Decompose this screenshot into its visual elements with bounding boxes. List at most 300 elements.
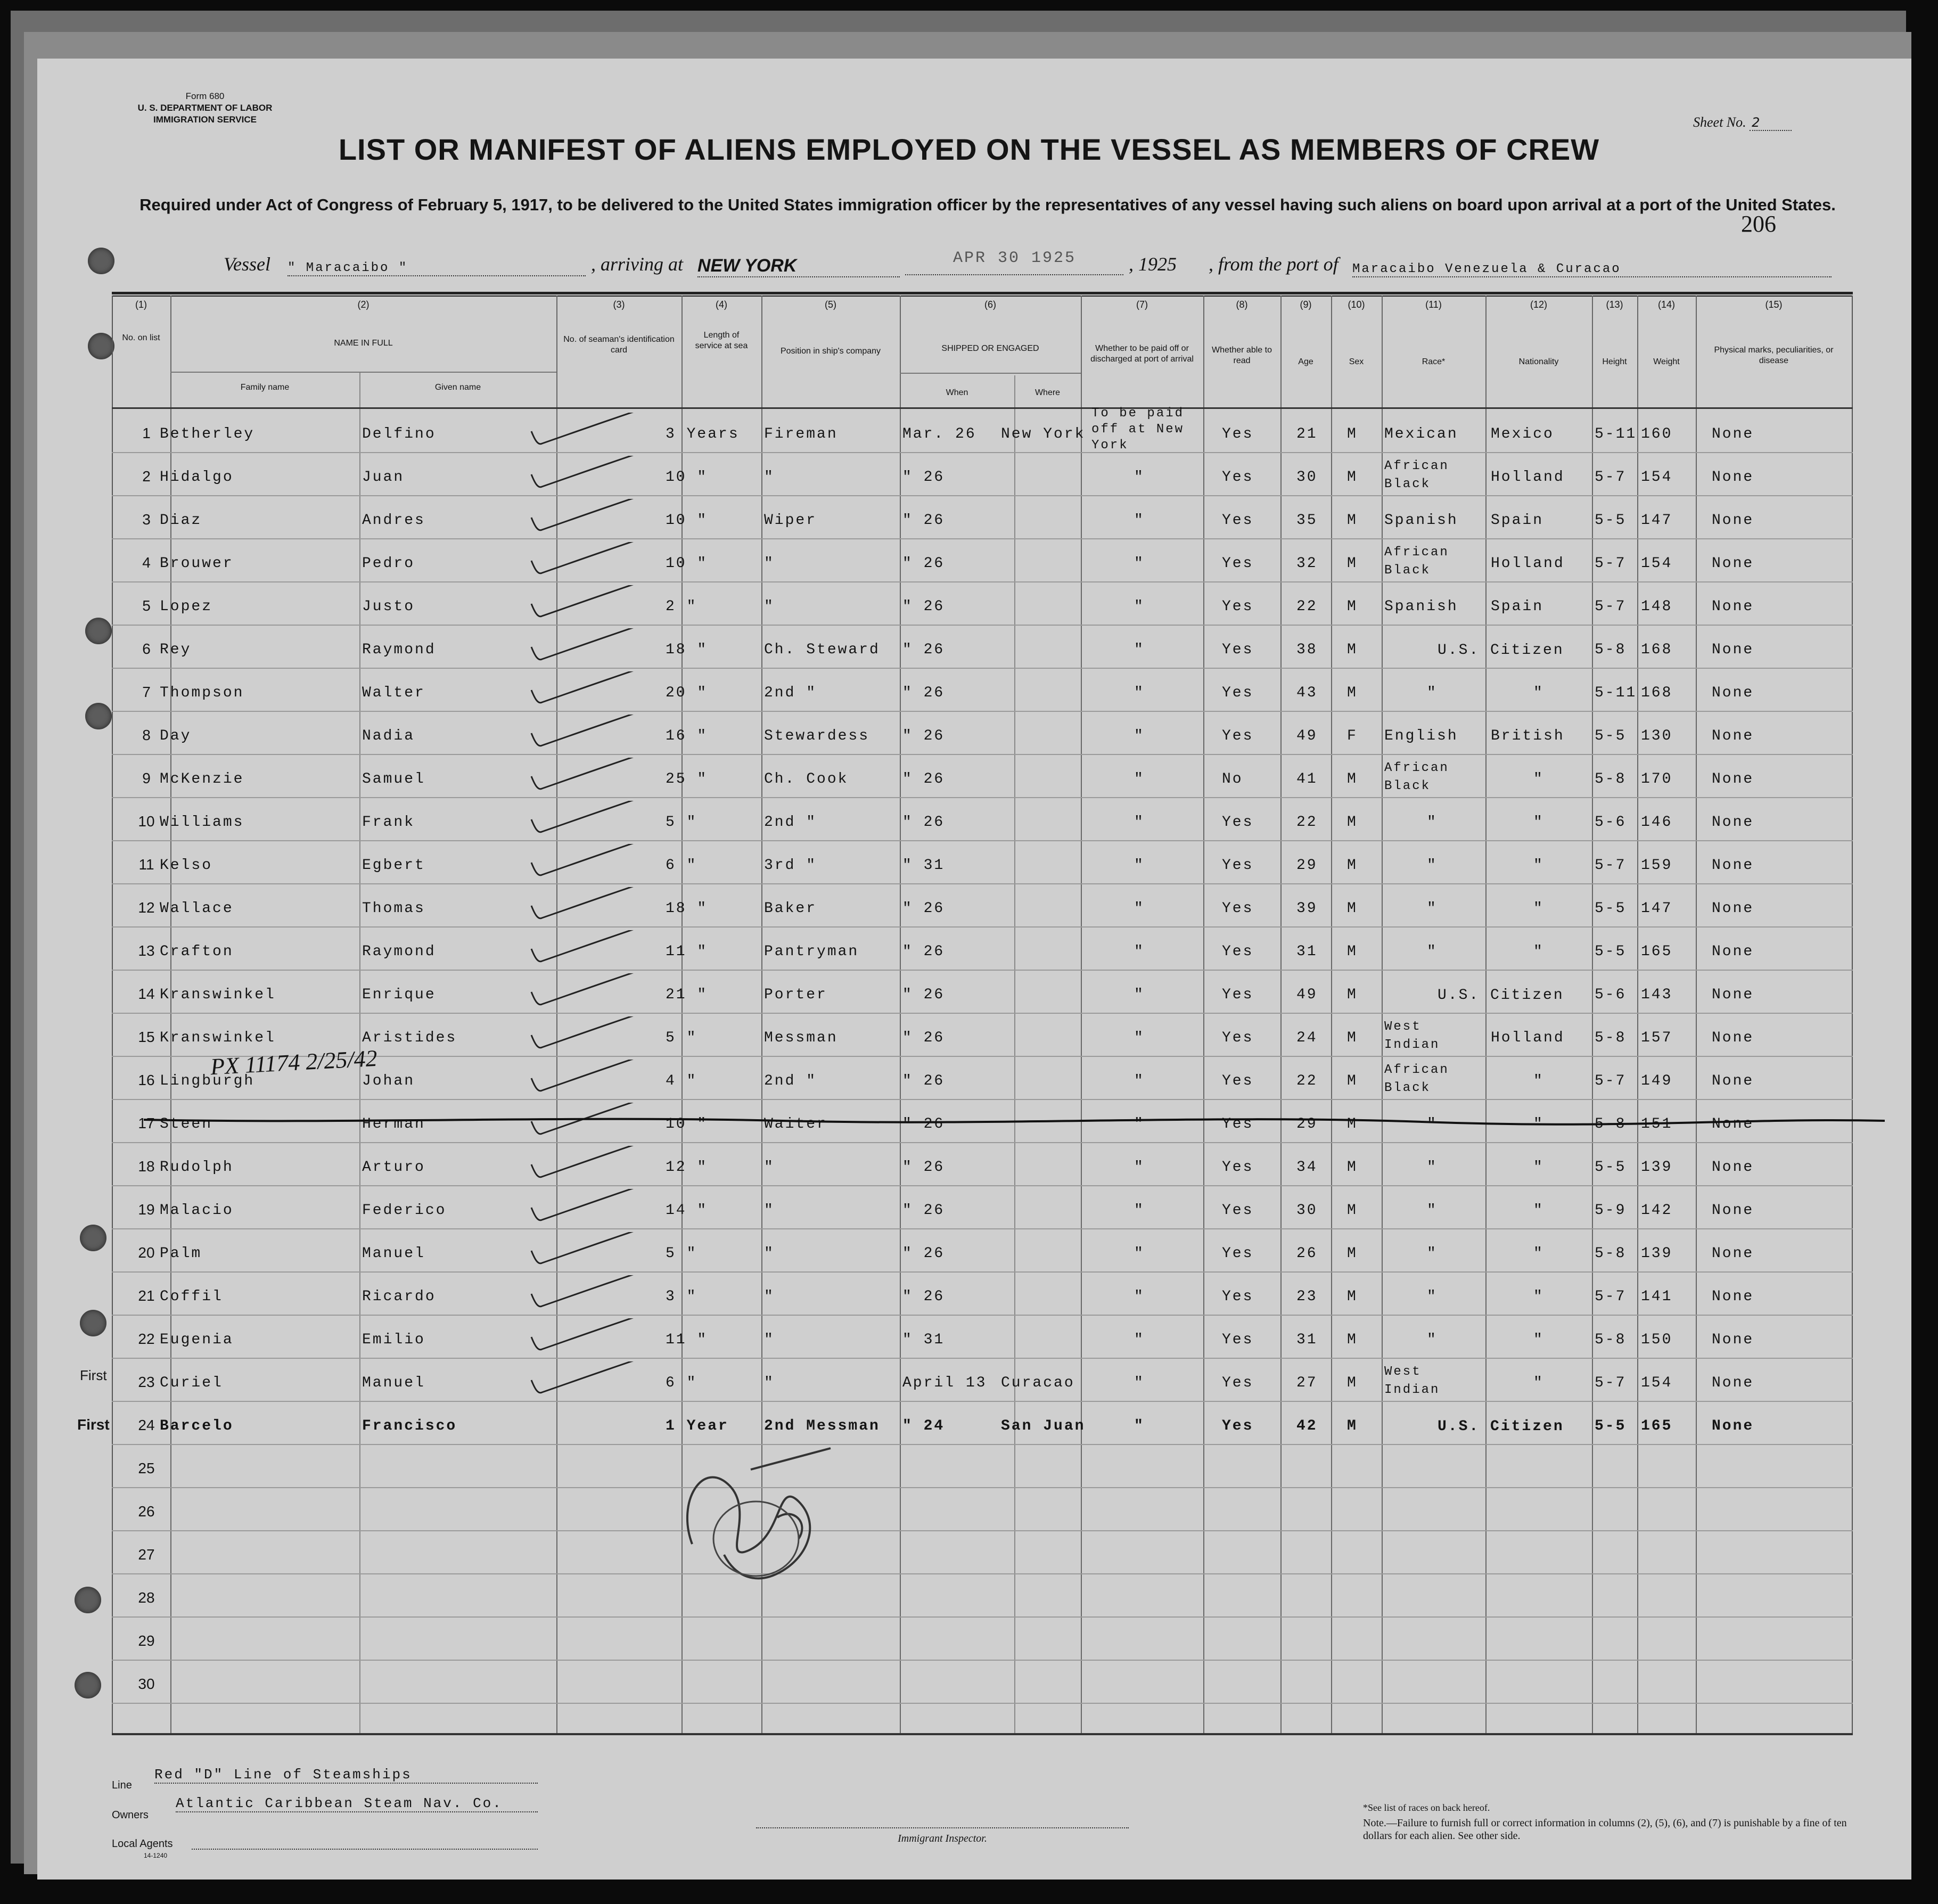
cell-race: U.S. Citizen	[1438, 1418, 1564, 1435]
header-no-on-list: No. on list	[122, 333, 160, 342]
row-number: 21	[138, 1287, 155, 1304]
cell-race: West Indian	[1384, 1365, 1440, 1397]
cell-weight: 139	[1641, 1159, 1673, 1176]
cell-service: 25 "	[666, 771, 708, 787]
punch-hole	[75, 1672, 101, 1698]
cell-when: " 26	[902, 1116, 945, 1132]
cell-where: San Juan	[1001, 1418, 1086, 1434]
check-mark-icon	[527, 499, 650, 536]
cell-service: 12 "	[666, 1159, 708, 1176]
row-rule	[112, 1401, 1853, 1402]
cell-marks: None	[1712, 1332, 1754, 1348]
cell-family: McKenzie	[160, 771, 244, 787]
cell-sex: M	[1347, 900, 1358, 917]
cell-family: Thompson	[160, 685, 244, 701]
cell-position: Messman	[764, 1030, 838, 1046]
cell-read: Yes	[1222, 900, 1254, 917]
cell-age: 34	[1296, 1159, 1318, 1176]
cell-height: 5-6	[1595, 987, 1627, 1003]
row-number: 10	[138, 813, 155, 830]
cell-when: " 26	[902, 1073, 945, 1089]
cell-race: West Indian	[1384, 1020, 1440, 1052]
cell-nationality: Holland	[1491, 469, 1565, 486]
row-number: 5	[142, 597, 151, 614]
cell-read: Yes	[1222, 642, 1254, 658]
year-field: , 1925	[1129, 253, 1177, 275]
cell-paid: "	[1134, 642, 1145, 658]
cell-read: No	[1222, 771, 1243, 787]
cell-service: 5 "	[666, 1245, 697, 1262]
cell-weight: 160	[1641, 426, 1673, 442]
cell-given: Enrique	[362, 987, 436, 1003]
cell-race: "	[1427, 814, 1438, 831]
table-bottom-rule	[112, 1733, 1853, 1735]
cell-when: Mar. 26	[902, 426, 976, 442]
cell-position: 2nd "	[764, 814, 817, 831]
cell-sex: M	[1347, 771, 1358, 787]
header-position: Position in ship's company	[780, 347, 881, 356]
check-mark-icon	[527, 758, 650, 795]
cell-race: "	[1427, 685, 1438, 701]
cell-marks: None	[1712, 1116, 1754, 1132]
header-age: Age	[1298, 357, 1313, 366]
row-rule	[112, 495, 1853, 496]
cell-weight: 154	[1641, 469, 1673, 486]
cell-age: 43	[1296, 685, 1318, 701]
cell-nationality: "	[1533, 1289, 1544, 1305]
cell-race: U.S. Citizen	[1438, 987, 1564, 1004]
cell-age: 41	[1296, 771, 1318, 787]
cell-service: 18 "	[666, 642, 708, 658]
shipped-subheader-rule	[900, 373, 1081, 374]
header-shipped: SHIPPED OR ENGAGED	[941, 344, 1039, 353]
cell-height: 5-5	[1595, 943, 1627, 960]
cell-weight: 142	[1641, 1202, 1673, 1219]
cell-service: 10 "	[666, 1116, 708, 1132]
handwritten-reference: PX 11174 2/25/42	[209, 1045, 378, 1080]
cell-given: Thomas	[362, 900, 425, 917]
cell-weight: 154	[1641, 1375, 1673, 1391]
cell-position: Stewardess	[764, 728, 870, 744]
cell-nationality: Spain	[1491, 512, 1544, 529]
line-label: Line	[112, 1779, 132, 1791]
cell-family: Kranswinkel	[160, 1030, 276, 1046]
cell-family: Steen	[160, 1116, 213, 1132]
cell-service: 16 "	[666, 728, 708, 744]
manifest-sheet	[37, 59, 1911, 1880]
row-number: 22	[138, 1331, 155, 1347]
cell-given: Justo	[362, 598, 415, 615]
col-num-6: (6)	[984, 299, 996, 310]
check-mark-icon	[527, 1275, 650, 1312]
col-line	[1592, 296, 1593, 1733]
cell-given: Manuel	[362, 1245, 425, 1262]
cell-family: Curiel	[160, 1375, 223, 1391]
check-mark-icon	[527, 1189, 650, 1226]
col-line	[1852, 296, 1853, 1733]
cell-age: 26	[1296, 1245, 1318, 1262]
cell-height: 5-11	[1595, 685, 1637, 701]
cell-age: 23	[1296, 1289, 1318, 1305]
row-rule	[112, 1616, 1853, 1618]
cell-race: African Black	[1384, 545, 1449, 578]
cell-age: 42	[1296, 1418, 1318, 1434]
cell-sex: M	[1347, 512, 1358, 529]
cell-when: " 26	[902, 1245, 945, 1262]
cell-age: 38	[1296, 642, 1318, 658]
first-annotation-23: First	[80, 1367, 107, 1383]
cell-given: Francisco	[362, 1418, 457, 1434]
service-name: IMMIGRATION SERVICE	[153, 114, 257, 125]
name-subheader-rule	[170, 372, 556, 373]
cell-read: Yes	[1222, 1245, 1254, 1262]
cell-nationality: "	[1533, 1245, 1544, 1262]
header-family-name: Family name	[240, 383, 290, 392]
row-rule	[112, 668, 1853, 669]
owners-label: Owners	[112, 1809, 149, 1821]
punch-hole	[75, 1587, 101, 1613]
cell-paid: "	[1134, 1418, 1145, 1434]
row-number: 30	[138, 1676, 155, 1692]
cell-read: Yes	[1222, 1116, 1254, 1132]
cell-paid: "	[1134, 1202, 1145, 1219]
cell-service: 20 "	[666, 685, 708, 701]
cell-read: Yes	[1222, 426, 1254, 442]
cell-sex: M	[1347, 598, 1358, 615]
row-number: 3	[142, 511, 151, 528]
cell-paid: "	[1134, 685, 1145, 701]
cell-nationality: "	[1533, 1202, 1544, 1219]
cell-height: 5-8	[1595, 642, 1627, 658]
cell-race: Mexican	[1384, 426, 1458, 442]
header-given-name: Given name	[434, 383, 481, 392]
cell-weight: 141	[1641, 1289, 1673, 1305]
cell-height: 5-9	[1595, 1202, 1627, 1219]
cell-service: 21 "	[666, 987, 708, 1003]
row-rule	[112, 1358, 1853, 1359]
cell-sex: F	[1347, 728, 1358, 744]
cell-position: "	[764, 598, 775, 615]
cell-given: Nadia	[362, 728, 415, 744]
cell-read: Yes	[1222, 1375, 1254, 1391]
cell-given: Juan	[362, 469, 405, 486]
cell-nationality: "	[1533, 771, 1544, 787]
cell-paid: "	[1134, 1116, 1145, 1132]
cell-nationality: Mexico	[1491, 426, 1554, 442]
cell-weight: 170	[1641, 771, 1673, 787]
cell-age: 49	[1296, 728, 1318, 744]
cell-weight: 165	[1641, 1418, 1673, 1434]
header-nationality: Nationality	[1518, 357, 1559, 366]
cell-position: Ch. Steward	[764, 642, 880, 658]
cell-family: Betherley	[160, 426, 255, 442]
header-weight: Weight	[1653, 357, 1680, 366]
cell-position: Pantryman	[764, 943, 859, 960]
row-number: 8	[142, 727, 151, 743]
cell-marks: None	[1712, 469, 1754, 486]
cell-height: 5-7	[1595, 1375, 1627, 1391]
punch-hole	[80, 1225, 106, 1251]
form-number: Form 680	[185, 91, 225, 101]
cell-sex: M	[1347, 642, 1358, 658]
row-number: 4	[142, 554, 151, 571]
agents-label: Local Agents	[112, 1838, 173, 1850]
inspector-signature	[671, 1438, 841, 1587]
cell-marks: None	[1712, 1418, 1754, 1434]
cell-when: " 31	[902, 857, 945, 874]
cell-nationality: Holland	[1491, 555, 1565, 572]
cell-race: "	[1427, 900, 1438, 917]
cell-given: Manuel	[362, 1375, 425, 1391]
cell-sex: M	[1347, 943, 1358, 960]
header-paid-off: Whether to be paid off or discharged at port of arrival	[1090, 344, 1194, 364]
cell-weight: 149	[1641, 1073, 1673, 1089]
row-rule	[112, 1573, 1853, 1574]
cell-paid: "	[1134, 469, 1145, 486]
cell-marks: None	[1712, 987, 1754, 1003]
col-num-12: (12)	[1530, 299, 1547, 310]
col-num-8: (8)	[1236, 299, 1248, 310]
cell-sex: M	[1347, 469, 1358, 486]
cell-given: Ricardo	[362, 1289, 436, 1305]
row-number: 29	[138, 1632, 155, 1649]
row-rule	[112, 883, 1853, 884]
cell-given: Federico	[362, 1202, 447, 1219]
col-line	[1696, 296, 1697, 1733]
row-number: 17	[138, 1115, 155, 1131]
cell-read: Yes	[1222, 1202, 1254, 1219]
row-number: 28	[138, 1589, 155, 1606]
cell-when: " 26	[902, 728, 945, 744]
cell-marks: None	[1712, 1159, 1754, 1176]
cell-weight: 151	[1641, 1116, 1673, 1132]
cell-height: 5-7	[1595, 469, 1627, 486]
col-line	[1081, 296, 1082, 1733]
cell-height: 5-8	[1595, 1030, 1627, 1046]
from-port: Maracaibo Venezuela & Curacao	[1352, 262, 1832, 277]
check-mark-icon	[527, 628, 650, 666]
cell-when: " 26	[902, 987, 945, 1003]
vessel-label: Vessel	[224, 253, 270, 275]
punch-hole	[88, 333, 114, 359]
cell-nationality: "	[1533, 943, 1544, 960]
cell-read: Yes	[1222, 1332, 1254, 1348]
cell-service: 6 "	[666, 857, 697, 874]
cell-height: 5-5	[1595, 900, 1627, 917]
cell-weight: 130	[1641, 728, 1673, 744]
header-length-service: Length of service at sea	[695, 331, 748, 350]
row-rule	[112, 581, 1853, 582]
cell-position: "	[764, 555, 775, 572]
cell-marks: None	[1712, 728, 1754, 744]
cell-paid: "	[1134, 857, 1145, 874]
cell-paid: "	[1134, 728, 1145, 744]
cell-nationality: British	[1491, 728, 1565, 744]
cell-height: 5-7	[1595, 1289, 1627, 1305]
cell-race: U.S. Citizen	[1438, 642, 1564, 659]
header-race: Race*	[1422, 357, 1446, 366]
row-rule	[112, 1142, 1853, 1143]
cell-sex: M	[1347, 1289, 1358, 1305]
cell-sex: M	[1347, 1245, 1358, 1262]
page-subtitle: Required under Act of Congress of February 5, 1917, to be delivered to the United States immigration officer by the representatives of any vessel having such aliens on board upon arrival at a port of the United States.	[139, 195, 1836, 214]
cell-paid: "	[1134, 1332, 1145, 1348]
row-number: 2	[142, 468, 151, 485]
form-header	[136, 91, 274, 126]
cell-service: 5 "	[666, 814, 697, 831]
row-rule	[112, 1185, 1853, 1186]
cell-weight: 147	[1641, 512, 1673, 529]
arrival-port: NEW YORK	[697, 256, 900, 277]
cell-weight: 168	[1641, 685, 1673, 701]
cell-family: Malacio	[160, 1202, 234, 1219]
cell-sex: M	[1347, 1202, 1358, 1219]
cell-paid: "	[1134, 555, 1145, 572]
row-number: 1	[142, 425, 151, 441]
cell-position: 2nd "	[764, 685, 817, 701]
cell-weight: 146	[1641, 814, 1673, 831]
punch-hole	[85, 618, 112, 644]
cell-position: Wiper	[764, 512, 817, 529]
cell-height: 5-8	[1595, 1116, 1627, 1132]
cell-age: 35	[1296, 512, 1318, 529]
cell-service: 4 "	[666, 1073, 697, 1089]
cell-position: Baker	[764, 900, 817, 917]
cell-paid: "	[1134, 1375, 1145, 1391]
cell-read: Yes	[1222, 598, 1254, 615]
cell-when: " 26	[902, 555, 945, 572]
cell-service: 10 "	[666, 512, 708, 529]
check-mark-icon	[527, 715, 650, 752]
cell-height: 5-7	[1595, 598, 1627, 615]
row-rule	[112, 1660, 1853, 1661]
cell-marks: None	[1712, 857, 1754, 874]
cell-given: Andres	[362, 512, 425, 529]
header-bottom-rule	[112, 407, 1853, 409]
cell-when: " 26	[902, 771, 945, 787]
row-rule	[112, 1315, 1853, 1316]
cell-age: 24	[1296, 1030, 1318, 1046]
cell-age: 30	[1296, 469, 1318, 486]
cell-nationality: "	[1533, 1159, 1544, 1176]
penalty-note: Note.—Failure to furnish full or correct information in columns (2), (5), (6), and (7) is punishable by a fine of ten dollars for each alien. See other side.	[1363, 1817, 1847, 1842]
cell-weight: 165	[1641, 943, 1673, 960]
row-rule	[112, 840, 1853, 841]
cell-position: 2nd "	[764, 1073, 817, 1089]
cell-family: Eugenia	[160, 1332, 234, 1348]
cell-where: Curacao	[1001, 1375, 1075, 1391]
cell-service: 2 "	[666, 598, 697, 615]
row-rule	[112, 538, 1853, 539]
cell-when: " 24	[902, 1418, 945, 1434]
cell-given: Johan	[362, 1073, 415, 1089]
row-number: 20	[138, 1244, 155, 1261]
cell-nationality: "	[1533, 1116, 1544, 1132]
cell-family: Diaz	[160, 512, 202, 529]
cell-when: " 26	[902, 1289, 945, 1305]
cell-marks: None	[1712, 1030, 1754, 1046]
cell-position: 3rd "	[764, 857, 817, 874]
cell-service: 5 "	[666, 1030, 697, 1046]
cell-position: "	[764, 1159, 775, 1176]
cell-position: 2nd Messman	[764, 1418, 880, 1434]
cell-sex: M	[1347, 814, 1358, 831]
cell-age: 49	[1296, 987, 1318, 1003]
row-rule	[112, 1444, 1853, 1445]
check-mark-icon	[527, 1361, 650, 1399]
cell-height: 5-8	[1595, 1245, 1627, 1262]
col-num-3: (3)	[613, 299, 625, 310]
cell-read: Yes	[1222, 469, 1254, 486]
row-number: 19	[138, 1201, 155, 1218]
row-number: 14	[138, 986, 155, 1002]
cell-race: African Black	[1384, 1063, 1449, 1095]
cell-given: Herman	[362, 1116, 425, 1132]
cell-nationality: "	[1533, 685, 1544, 701]
cell-sex: M	[1347, 555, 1358, 572]
row-rule	[112, 1228, 1853, 1229]
cell-position: Waiter	[764, 1116, 827, 1132]
cell-age: 22	[1296, 598, 1318, 615]
cell-given: Frank	[362, 814, 415, 831]
cell-race: English	[1384, 728, 1458, 744]
cell-family: Brouwer	[160, 555, 234, 572]
cell-marks: None	[1712, 642, 1754, 658]
cell-when: " 26	[902, 943, 945, 960]
cell-paid: "	[1134, 943, 1145, 960]
header-name-in-full: NAME IN FULL	[334, 339, 393, 348]
cell-family: Barcelo	[160, 1418, 234, 1434]
cell-service: 3 "	[666, 1289, 697, 1305]
cell-family: Wallace	[160, 900, 234, 917]
cell-family: Rey	[160, 642, 192, 658]
cell-marks: None	[1712, 814, 1754, 831]
check-mark-icon	[527, 413, 650, 450]
cell-age: 31	[1296, 1332, 1318, 1348]
cell-race: "	[1427, 1289, 1438, 1305]
cell-marks: None	[1712, 512, 1754, 529]
cell-marks: None	[1712, 555, 1754, 572]
cell-family: Williams	[160, 814, 244, 831]
inspector-label: Immigrant Inspector.	[898, 1833, 987, 1844]
header-id-card: No. of seaman's identification card	[563, 335, 675, 355]
cell-height: 5-7	[1595, 1073, 1627, 1089]
row-rule	[112, 797, 1853, 798]
cell-race: "	[1427, 857, 1438, 874]
cell-paid: "	[1134, 814, 1145, 831]
cell-sex: M	[1347, 1116, 1358, 1132]
cell-service: 6 "	[666, 1375, 697, 1391]
cell-service: 18 "	[666, 900, 708, 917]
arrival-date-stamp: APR 30 1925	[953, 249, 1077, 267]
cell-sex: M	[1347, 987, 1358, 1003]
cell-given: Arturo	[362, 1159, 425, 1176]
row-rule	[112, 926, 1853, 928]
punch-hole	[88, 248, 114, 274]
cell-read: Yes	[1222, 857, 1254, 874]
col-num-15: (15)	[1765, 299, 1783, 310]
cell-service: 11 "	[666, 1332, 708, 1348]
check-mark-icon	[527, 887, 650, 924]
cell-race: Spanish	[1384, 598, 1458, 615]
cell-read: Yes	[1222, 728, 1254, 744]
sheet-number: 2	[1750, 115, 1792, 131]
cell-age: 32	[1296, 555, 1318, 572]
cell-race: Spanish	[1384, 512, 1458, 529]
cell-weight: 147	[1641, 900, 1673, 917]
cell-position: "	[764, 1375, 775, 1391]
row-number: 12	[138, 899, 155, 916]
